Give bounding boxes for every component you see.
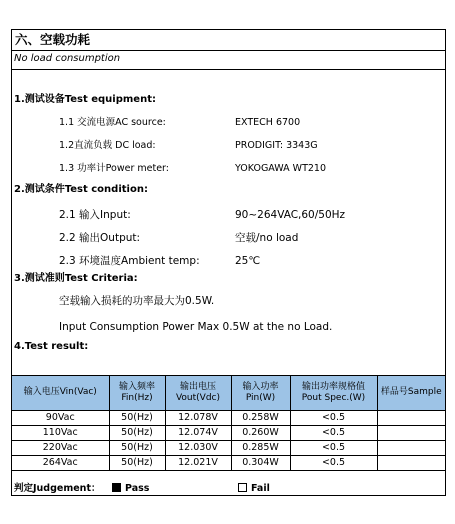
table-cell: 0.258W [231, 411, 290, 426]
result-table [12, 375, 445, 471]
pass-label: Pass [125, 483, 150, 494]
fail-option[interactable] [238, 482, 270, 495]
column-header: 输入功率 Pin(W) [231, 376, 290, 411]
table-cell: 12.021V [165, 456, 231, 471]
table-cell: 264Vac [12, 456, 109, 471]
table-cell: 0.260W [231, 426, 290, 441]
criteria-line-en: Input Consumption Power Max 0.5W at the no Load. [59, 321, 333, 333]
divider [12, 69, 445, 70]
condition-label: 2.3 环境温度Ambient temp: [59, 255, 200, 267]
table-cell: <0.5 [290, 456, 377, 471]
table-cell: <0.5 [290, 426, 377, 441]
column-header: 输入电压Vin(Vac) [12, 376, 109, 411]
table-cell: 50(Hz) [109, 426, 165, 441]
table-cell: 12.030V [165, 441, 231, 456]
table-cell: 0.304W [231, 456, 290, 471]
table-cell: 90Vac [12, 411, 109, 426]
condition-value: 25℃ [235, 255, 261, 267]
equipment-value: YOKOGAWA WT210 [235, 163, 327, 174]
pass-checkbox-icon[interactable] [112, 483, 121, 492]
table-cell [377, 456, 445, 471]
table-cell [377, 426, 445, 441]
divider [12, 50, 445, 51]
column-header: 输出功率规格值 Pout Spec.(W) [290, 376, 377, 411]
column-header: 输入频率 Fin(Hz) [109, 376, 165, 411]
fail-label: Fail [251, 483, 270, 494]
table-cell [377, 411, 445, 426]
judgement-label: 判定Judgement： [14, 483, 101, 494]
table-cell: 0.285W [231, 441, 290, 456]
table-cell: 220Vac [12, 441, 109, 456]
table-cell: 50(Hz) [109, 411, 165, 426]
column-header: 输出电压 Vout(Vdc) [165, 376, 231, 411]
table-row [12, 426, 445, 441]
table-row [12, 411, 445, 426]
section-title: 六、空载功耗 [15, 32, 91, 47]
test-report-sheet [11, 29, 446, 496]
table-row [12, 456, 445, 471]
condition-value: 90~264VAC,60/50Hz [235, 209, 346, 221]
table-cell: 110Vac [12, 426, 109, 441]
condition-heading: 2.测试条件Test condition: [14, 184, 148, 195]
column-header: 样品号Sample [377, 376, 445, 411]
equipment-heading: 1.测试设备Test equipment: [14, 94, 156, 105]
equipment-value: EXTECH 6700 [235, 117, 301, 128]
table-cell: <0.5 [290, 441, 377, 456]
table-cell: 12.074V [165, 426, 231, 441]
pass-option[interactable] [112, 482, 149, 495]
condition-value: 空载/no load [235, 232, 299, 244]
table-cell: 12.078V [165, 411, 231, 426]
equipment-label: 1.1 交流电源AC source: [59, 117, 166, 128]
table-row [12, 441, 445, 456]
fail-checkbox-icon[interactable] [238, 483, 247, 492]
criteria-line-cn: 空载输入损耗的功率最大为0.5W. [59, 295, 215, 307]
table-cell [377, 441, 445, 456]
condition-label: 2.1 输入Input: [59, 209, 131, 221]
result-heading: 4.Test result: [14, 341, 89, 352]
table-cell: 50(Hz) [109, 456, 165, 471]
table-cell: 50(Hz) [109, 441, 165, 456]
table-header-row [12, 376, 445, 411]
condition-label: 2.2 输出Output: [59, 232, 141, 244]
table-cell: <0.5 [290, 411, 377, 426]
equipment-value: PRODIGIT: 3343G [235, 140, 318, 151]
section-subtitle: No load consumption [14, 53, 121, 64]
equipment-label: 1.2直流负载 DC load: [59, 140, 156, 151]
equipment-label: 1.3 功率计Power meter: [59, 163, 169, 174]
judgement-row [12, 482, 445, 495]
criteria-heading: 3.测试准则Test Criteria: [14, 273, 138, 284]
